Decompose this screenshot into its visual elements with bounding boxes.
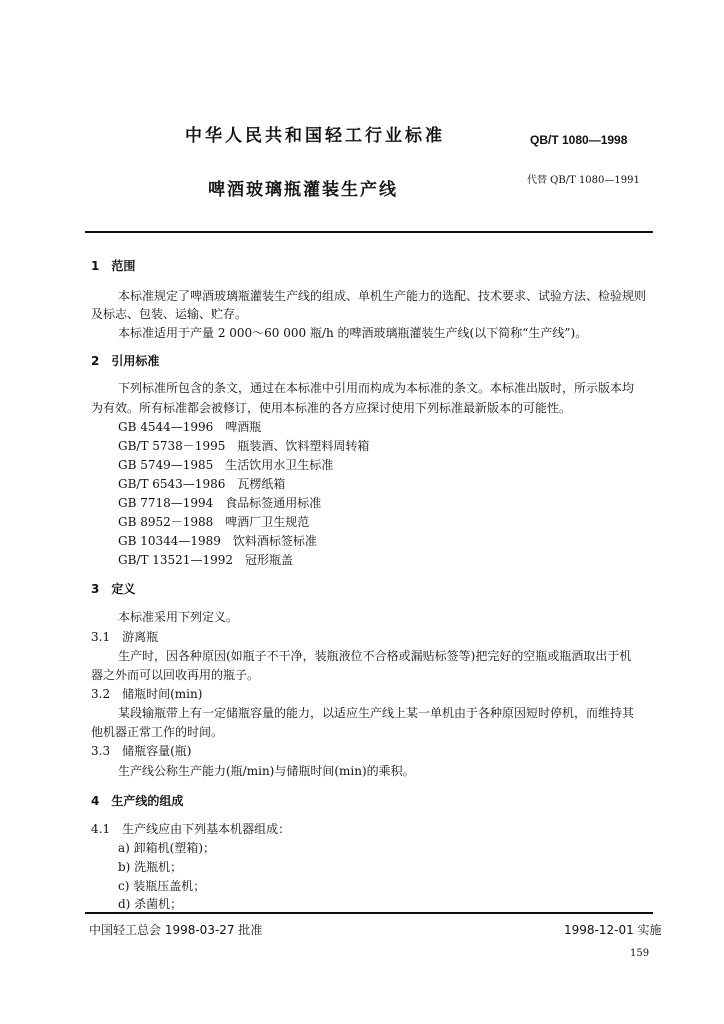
definition-3-1-text: 器之外而可以回收再用的瓶子。 <box>91 668 260 682</box>
reference-item: GB 7718—1994 食品标签通用标准 <box>118 496 322 510</box>
reference-item: GB/T 13521—1992 冠形瓶盖 <box>118 553 293 567</box>
section-2-heading: 2 引用标准 <box>91 354 160 368</box>
section-1-heading: 1 范围 <box>91 259 136 273</box>
list-item: c) 装瓶压盖机； <box>118 879 206 893</box>
definition-3-3-text: 生产线公称生产能力(瓶/min)与储瓶时间(min)的乘积。 <box>118 764 415 778</box>
section-2-intro-line: 下列标准所包含的条文，通过在本标准中引用而构成为本标准的条文。本标准出版时，所示版本均 <box>118 381 635 395</box>
section-1-paragraph-line: 及标志、包装、运输、贮存。 <box>91 307 248 321</box>
definition-3-2-text: 某段输瓶带上有一定储瓶容量的能力，以适应生产线上某一单机由于各种原因短时停机，而维持其 <box>118 706 635 720</box>
definition-3-3-heading: 3.3 储瓶容量(瓶) <box>91 744 192 758</box>
section-3-heading: 3 定义 <box>91 582 136 596</box>
reference-item: GB 4544—1996 啤酒瓶 <box>118 420 262 434</box>
document-title: 啤酒玻璃瓶灌装生产线 <box>208 180 398 200</box>
list-item: d) 杀菌机； <box>118 897 183 911</box>
definition-3-1-heading: 3.1 游离瓶 <box>91 630 159 644</box>
definition-3-1-text: 生产时，因各种原因(如瓶子不干净，装瓶液位不合格或漏贴标签等)把完好的空瓶或瓶酒取出于机 <box>118 649 632 663</box>
section-1-paragraph-line: 本标准规定了啤酒玻璃瓶灌装生产线的组成、单机生产能力的选配、技术要求、试验方法、检验规则 <box>118 289 647 303</box>
standard-code: QB/T 1080—1998 <box>530 133 628 147</box>
header-rule <box>85 231 653 233</box>
footer-rule <box>85 912 653 914</box>
list-item: b) 洗瓶机； <box>118 860 183 874</box>
effective-date: 1998-12-01 实施 <box>564 923 662 937</box>
section-2-intro-line: 为有效。所有标准都会被修订，使用本标准的各方应探讨使用下列标准最新版本的可能性。 <box>91 401 572 415</box>
section-4-heading: 4 生产线的组成 <box>91 794 184 808</box>
approval-date: 中国轻工总会 1998-03-27 批准 <box>89 923 263 937</box>
reference-item: GB/T 5738－1995 瓶装酒、饮料塑料周转箱 <box>118 439 370 453</box>
section-1-paragraph: 本标准适用于产量 2 000～60 000 瓶/h 的啤酒玻璃瓶灌装生产线(以下简称“生产线”)。 <box>118 326 588 340</box>
list-item: a) 卸箱机(塑箱)； <box>118 841 216 855</box>
definition-3-2-text: 他机器正常工作的时间。 <box>91 725 224 739</box>
replaces-standard: 代替 QB/T 1080—1991 <box>527 175 640 186</box>
section-3-intro: 本标准采用下列定义。 <box>118 610 239 624</box>
reference-item: GB 5749—1985 生活饮用水卫生标准 <box>118 458 334 472</box>
standard-category: 中华人民共和国轻工行业标准 <box>185 126 445 146</box>
definition-3-2-heading: 3.2 储瓶时间(min) <box>91 687 203 701</box>
reference-item: GB 8952－1988 啤酒厂卫生规范 <box>118 515 310 529</box>
clause-4-1-heading: 4.1 生产线应由下列基本机器组成： <box>91 822 291 836</box>
reference-item: GB 10344—1989 饮料酒标签标准 <box>118 534 317 548</box>
reference-item: GB/T 6543—1986 瓦楞纸箱 <box>118 477 286 491</box>
page-number: 159 <box>630 948 650 959</box>
